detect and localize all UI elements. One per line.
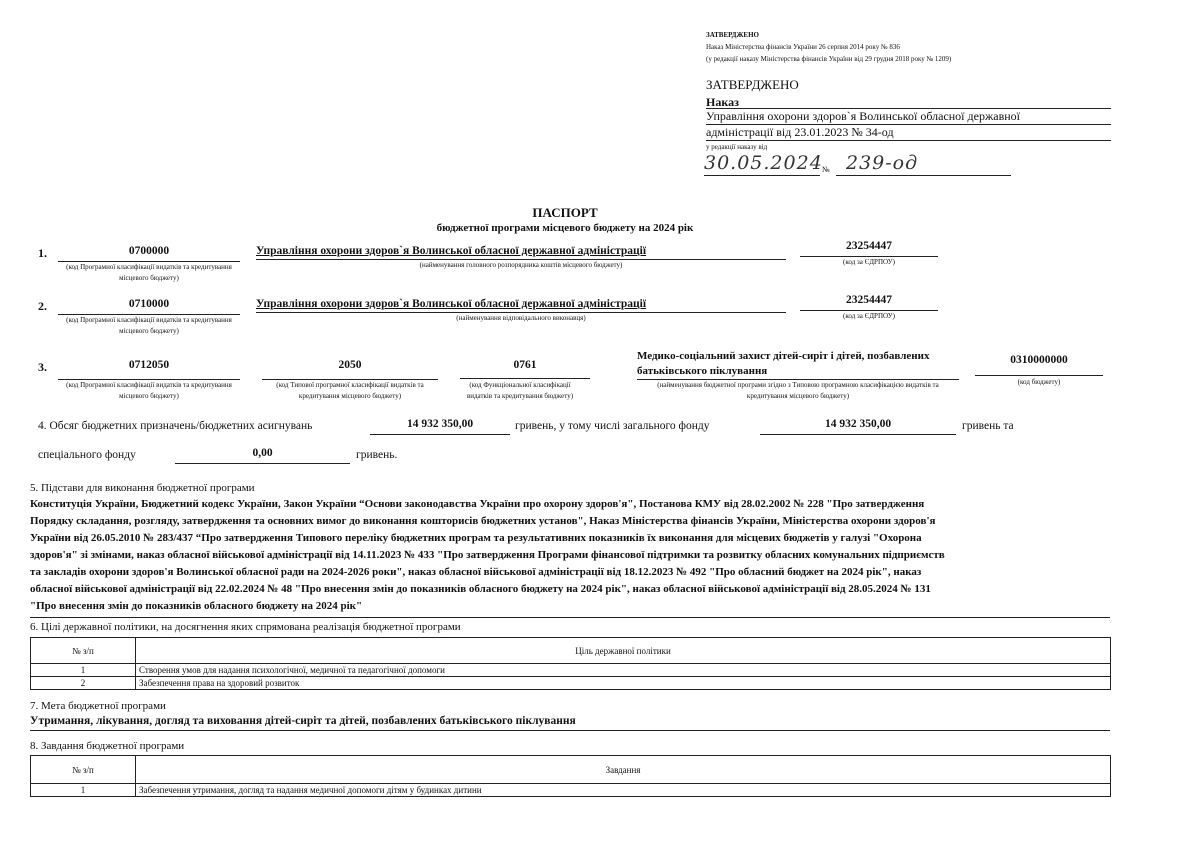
volume-general-fund: 14 932 350,00 (824, 418, 892, 430)
row1-edrpou-caption: (код за ЄДРПОУ) (843, 258, 895, 266)
row1-code-caption: (код Програмної класифікації видатків та кредитування місцевого бюджету) (66, 263, 232, 282)
divider (370, 434, 510, 435)
passport-title: ПАСПОРТ (532, 205, 598, 220)
col-goal-header: Ціль державної політики (136, 638, 1111, 664)
row2-name-caption: (найменування відповідального виконавця) (456, 314, 586, 322)
row3-functional-caption: (код Функціональної класифікації видатків та кредитування бюджету) (466, 381, 574, 400)
row1-number: 1. (38, 246, 47, 260)
row3-budget-caption: (код бюджету) (1017, 378, 1061, 386)
section6-heading: 6. Цілі державної політики, на досягнення яких спрямована реалізація бюджетної програми (30, 621, 461, 633)
row3-program-name-line1: Медико-соціальний захист дітей-сиріт і дітей, позбавлених (637, 350, 930, 362)
number-sign: № (822, 165, 830, 174)
row-num: 2 (31, 677, 136, 690)
volume-total: 14 932 350,00 (406, 418, 474, 430)
row-text: Створення умов для надання психологічної, медичної та педагогічної допомоги (136, 664, 1111, 677)
row-text: Забезпечення права на здоровий розвиток (136, 677, 1111, 690)
revision-date-handwritten: 30.05.2024 (704, 152, 823, 174)
row1-manager-name: Управління охорони здоров`я Волинської обласної державної адміністрації (256, 245, 647, 257)
divider (30, 617, 1110, 618)
row2-executor-name: Управління охорони здоров`я Волинської обласної державної адміністрації (256, 298, 647, 310)
volume-label: 4. Обсяг бюджетних призначень/бюджетних асигнувань (38, 420, 313, 432)
approval-header-line1: Наказ Міністерства фінансів України 26 серпня 2014 року № 836 (706, 43, 900, 51)
row3-code-caption: (код Програмної класифікації видатків та кредитування місцевого бюджету) (66, 381, 232, 400)
col-num-header: № з/п (31, 638, 136, 664)
row-num: 1 (31, 664, 136, 677)
row3-typical-caption: (код Типової програмної класифікації видатків та кредитування місцевого бюджету) (276, 381, 424, 400)
row3-program-name-line2: батьківського піклування (637, 365, 768, 377)
divider (706, 140, 1111, 141)
approval-org-line2: адміністрації від 23.01.2023 № 34-од (706, 125, 894, 139)
row-num: 1 (31, 784, 136, 797)
approval-header-title: ЗАТВЕРДЖЕНО (706, 31, 759, 39)
revision-label: у редакції наказу від (706, 143, 768, 151)
policy-goals-table (30, 637, 1111, 690)
row3-program-code: 0712050 (128, 359, 170, 371)
divider (760, 434, 956, 435)
table-header-row (31, 756, 1111, 784)
col-num-header: № з/п (31, 756, 136, 784)
row3-name-caption: (найменування бюджетної програми згідно з Типовою програмною класифікацією видатків та кредитування місцевого бюджету) (657, 381, 939, 400)
approval-org-line1: Управління охорони здоров`я Волинської обласної державної (706, 109, 1020, 123)
volume-mid-label: гривень, у тому числі загального фонду (515, 420, 710, 432)
passport-subtitle: бюджетної програми місцевого бюджету на 2024 рік (436, 222, 694, 234)
row1-edrpou: 23254447 (846, 240, 892, 252)
table-header-row (31, 638, 1111, 664)
basis-line: Конституція України, Бюджетний кодекс України, Закон України “Основи законодавства України про охорону здоров'я", Постанова КМУ від 28.02.2002 № 228 "Про затвердження (30, 498, 925, 510)
section8-heading: 8. Завдання бюджетної програми (30, 740, 185, 752)
row3-typical-code: 2050 (338, 359, 362, 371)
program-tasks-table (30, 755, 1111, 797)
divider (975, 375, 1103, 376)
revision-number-handwritten: 239-од (846, 152, 919, 174)
basis-line: та закладів охорони здоров'я Волинської обласної ради на 2024-2026 роки", наказ обласної військової адміністрації від 18.12.2023 № 492 "Про обласний бюджет на 2024 рік", наказ (30, 566, 922, 578)
row-text: Забезпечення утримання, догляд та надання медичної допомоги дітям у будинках дитини (136, 784, 1111, 797)
row1-name-caption: (найменування головного розпорядника коштів місцевого бюджету) (419, 261, 623, 269)
basis-line: Порядку складання, розгляду, затвердження та основних вимог до виконання кошторисів бюджетних установ", Наказ Міністерства фінансів України, Міністерства охорони здоров'я (30, 515, 936, 527)
row2-edrpou-caption: (код за ЄДРПОУ) (843, 312, 895, 320)
basis-line: обласної військової адміністрації від 22.02.2024 № 48 "Про внесення змін до показників обласного бюджету на 2024 рік", наказ обласної військової адміністрації від 28.05.2024 № 131 (30, 583, 931, 595)
table-row (31, 664, 1111, 677)
section7-heading: 7. Мета бюджетної програми (30, 700, 166, 712)
approval-title: ЗАТВЕРДЖЕНО (706, 77, 799, 92)
table-row (31, 677, 1111, 690)
row1-program-code: 0700000 (128, 245, 170, 257)
row3-number: 3. (38, 360, 47, 374)
col-task-header: Завдання (136, 756, 1111, 784)
approval-header-line2: (у редакції наказу Міністерства фінансів України від 29 грудня 2018 року № 1209) (706, 55, 952, 63)
basis-line: України від 26.05.2010 № 283/437 “Про затвердження Типового переліку бюджетних програм та результативних показників їх виконання для місцевих бюджетів у галузі "Охорона (30, 532, 922, 544)
volume-end-label: гривень та (962, 420, 1014, 432)
row3-functional-code: 0761 (513, 359, 537, 371)
program-goal: Утримання, лікування, догляд та виховання дітей-сиріт та дітей, позбавлених батьківського піклування (30, 715, 576, 727)
approval-order-label: Наказ (706, 95, 739, 109)
divider (30, 730, 1110, 731)
divider (460, 378, 590, 379)
basis-line: "Про внесення змін до показників обласного бюджету на 2024 рік" (30, 600, 363, 612)
special-fund-label: спеціального фонду (38, 449, 136, 461)
row2-program-code: 0710000 (128, 298, 170, 310)
divider (836, 175, 1011, 176)
special-fund-value: 0,00 (252, 447, 273, 459)
row2-code-caption: (код Програмної класифікації видатків та кредитування місцевого бюджету) (66, 316, 232, 335)
section5-basis-text (30, 496, 945, 615)
row2-number: 2. (38, 299, 47, 313)
row3-budget-code: 0310000000 (1010, 354, 1068, 366)
row2-edrpou: 23254447 (846, 294, 892, 306)
basis-line: здоров'я" зі змінами, наказ обласної військової адміністрації від 14.11.2023 № 433 "Про затвердження Програми фінансової підтримки та розвитку обласних комунальних підприємств (30, 549, 945, 561)
divider (175, 463, 350, 464)
divider (704, 175, 820, 176)
special-fund-end: гривень. (356, 449, 398, 461)
section5-heading: 5. Підстави для виконання бюджетної програми (30, 482, 255, 494)
table-row (31, 784, 1111, 797)
